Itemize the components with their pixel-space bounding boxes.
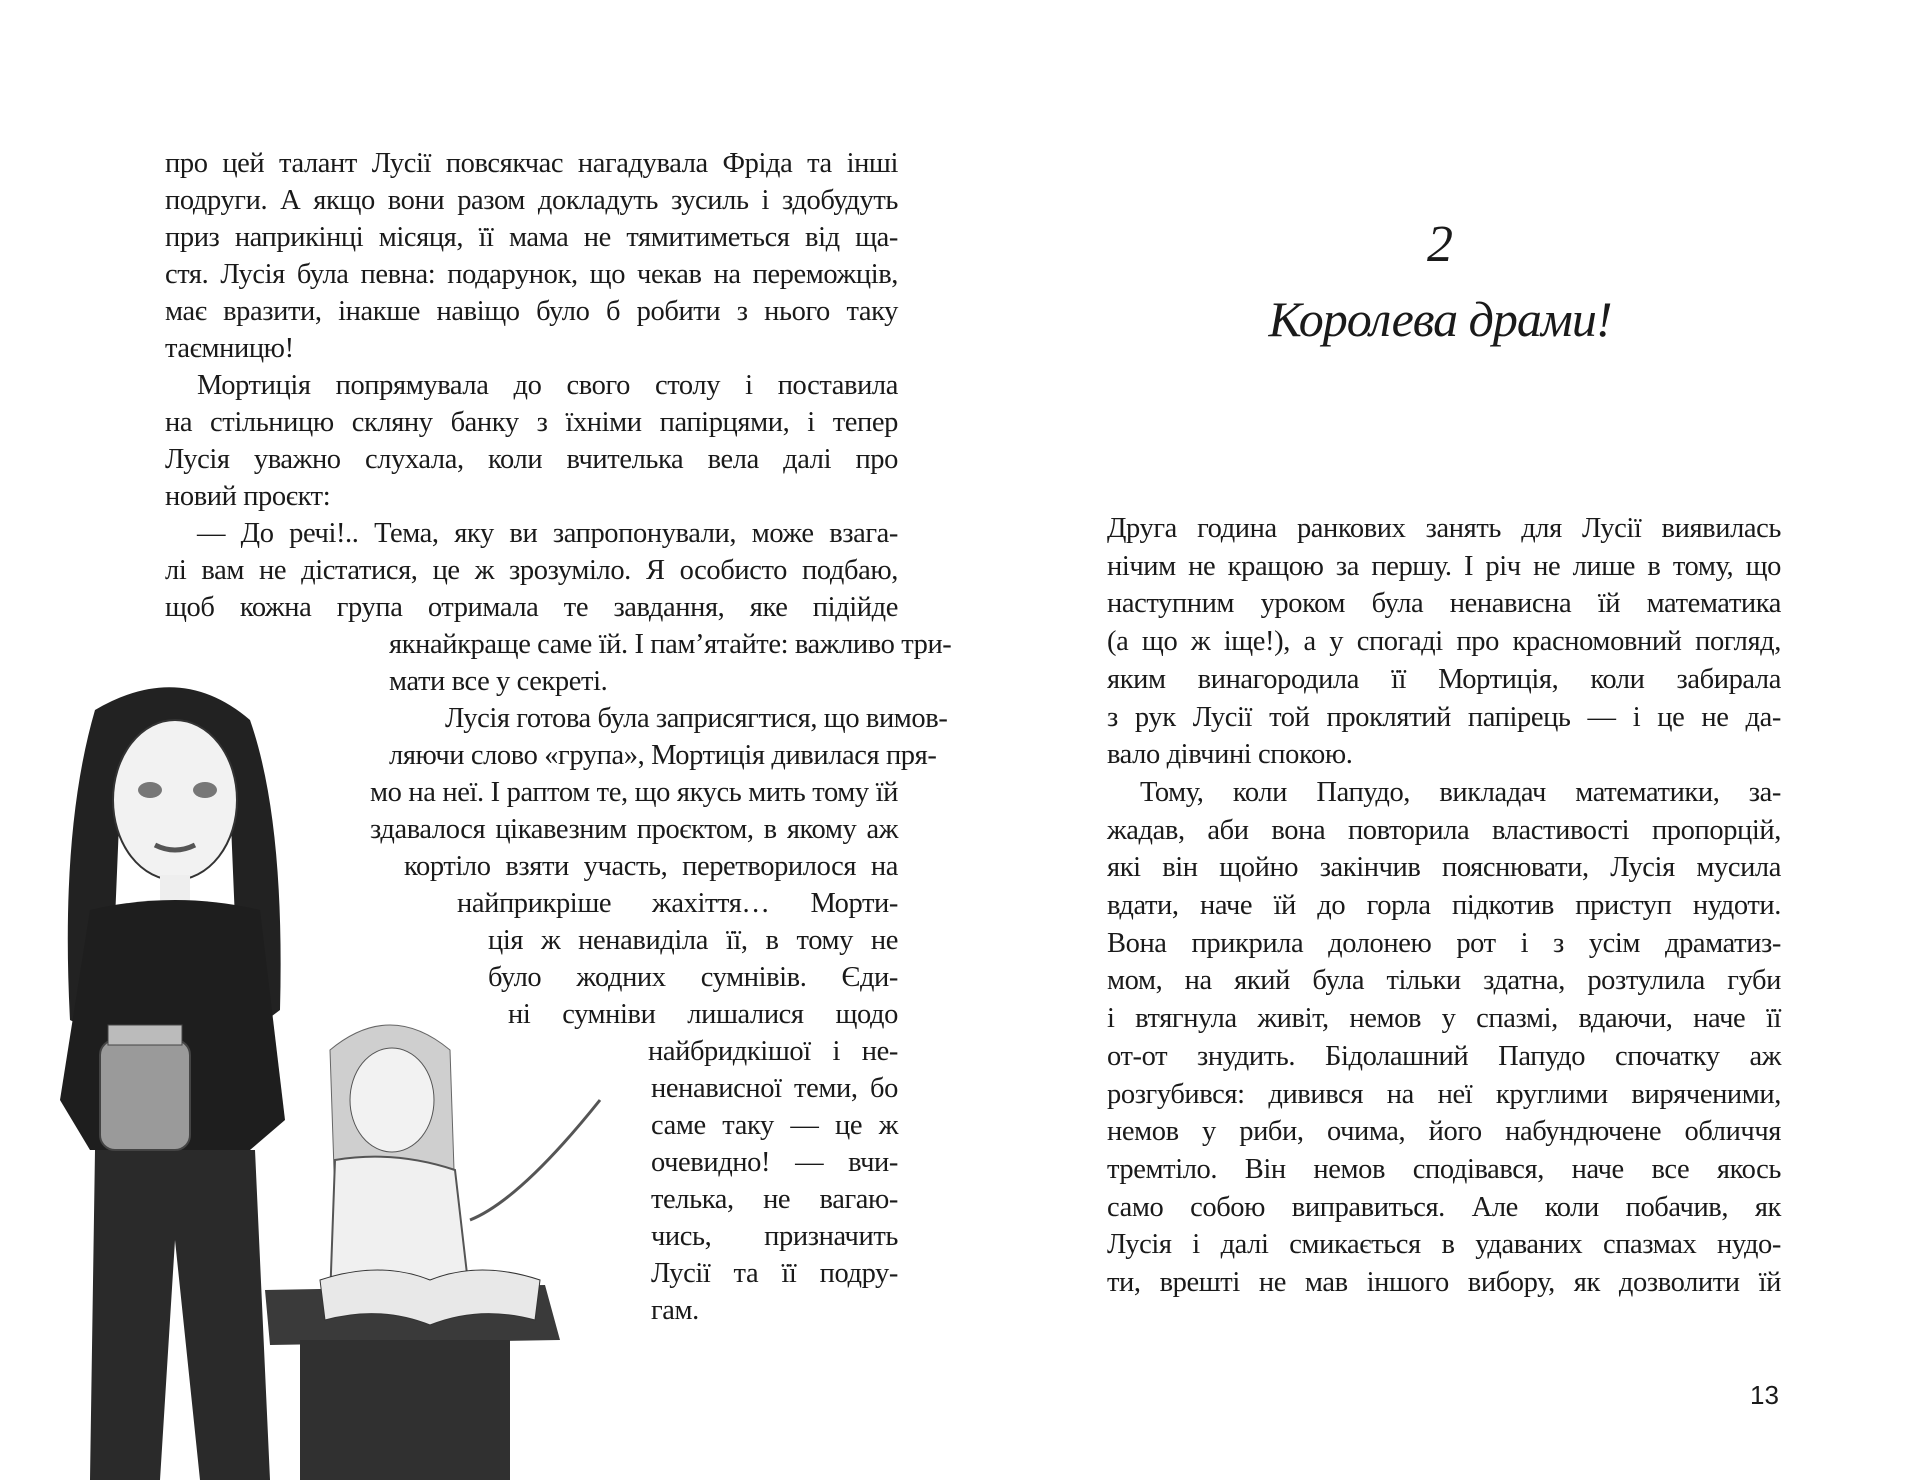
text-line: приз наприкінці місяця, її мама не тямитиметься від ща- <box>165 222 898 253</box>
text-line: ні сумніви лишалися щодо <box>508 999 898 1030</box>
teacher-face <box>113 720 237 880</box>
text-line: мо на неї. І раптом те, що якусь мить тому їй <box>370 777 898 808</box>
text-line: жадав, аби вона повторила властивості пропорцій, <box>1107 814 1781 846</box>
text-line: Тому, коли Папудо, викладач математики, за- <box>1140 776 1781 808</box>
text-line: найприкріше жахіття… Морти- <box>457 888 898 919</box>
jar-icon <box>100 1040 190 1150</box>
text-line: наступним уроком була ненависна їй математика <box>1107 588 1781 620</box>
text-line: про цей талант Лусії повсякчас нагадувала Фріда та інші <box>165 148 898 179</box>
text-line: ція ж ненавиділа її, в тому не <box>488 925 898 956</box>
text-line: найбридкішої і не- <box>648 1036 898 1067</box>
text-line: якнайкраще саме їй. І пам’ятайте: важливо три- <box>389 629 952 660</box>
text-line: очевидно! — вчи- <box>651 1147 898 1178</box>
text-line: Друга година ранкових занять для Лусії виявилась <box>1107 513 1781 544</box>
text-line: Лусія уважно слухала, коли вчителька вела далі про <box>165 444 898 475</box>
text-line: саме таку — це ж <box>651 1110 898 1141</box>
text-line: Лусія і далі смикається в удаваних спазмах нудо- <box>1107 1229 1781 1261</box>
text-line: таємницю! <box>165 333 294 364</box>
girl-face <box>350 1048 434 1152</box>
text-line: новий проєкт: <box>165 481 331 512</box>
text-line: стя. Лусія була певна: подарунок, що чекав на переможців, <box>165 259 898 290</box>
text-line: ти, врешті не мав іншого вибору, як дозволити їй <box>1107 1267 1781 1298</box>
text-line: вало дівчині спокою. <box>1107 739 1353 771</box>
text-line: Вона прикрила долонею рот і з усім драматиз- <box>1107 927 1781 959</box>
text-line: чись, призначить <box>651 1221 898 1252</box>
text-line: тремтіло. Він немов сподівався, наче все якось <box>1107 1153 1781 1185</box>
text-line: — До речі!.. Тема, яку ви запропонували, може взага- <box>197 518 898 549</box>
text-line: (а що ж іще!), а у спогаді про красномовний погляд, <box>1107 626 1781 658</box>
text-line: мом, на який була тільки здатна, розтулила губи <box>1107 965 1781 997</box>
text-line: мати все у секреті. <box>389 666 608 697</box>
text-line: з рук Лусії той проклятий папірець — і це не да- <box>1107 701 1781 733</box>
text-line: немов у риби, очима, його набундючене обличчя <box>1107 1116 1781 1148</box>
text-line: яким винагородила її Мортиція, коли забирала <box>1107 663 1781 695</box>
text-line: само собою виправиться. Але коли побачив, як <box>1107 1191 1781 1223</box>
text-line: вдати, наче їй до горла підкотив приступ нудоти. <box>1107 890 1781 921</box>
text-line: телька, не вагаю- <box>651 1184 898 1215</box>
text-line: ляючи слово «група», Мортиція дивилася пря- <box>389 740 937 771</box>
text-line: нічим не кращою за першу. І річ не лише в тому, що <box>1107 550 1781 582</box>
illustration-teacher-and-girl <box>0 680 640 1480</box>
text-line: на стільницю скляну банку з їхніми папірцями, і тепер <box>165 407 898 438</box>
chapter-title: Королева драми! <box>1268 291 1612 347</box>
text-line: було жодних сумнівів. Єди- <box>488 962 898 993</box>
page-number: 13 <box>1750 1380 1779 1410</box>
text-line: розгубився: дивився на неї круглими виряченими, <box>1107 1078 1781 1110</box>
text-line: лі вам не дістатися, це ж зрозуміло. Я особисто подбаю, <box>165 555 898 586</box>
text-line: ненависної теми, бо <box>651 1073 898 1104</box>
text-line: подруги. А якщо вони разом докладуть зусиль і здобудуть <box>165 185 898 216</box>
text-line: щоб кожна група отримала те завдання, яке підійде <box>165 592 898 623</box>
text-line: і втягнула живіт, немов у спазмі, вдаючи, наче її <box>1107 1003 1781 1035</box>
chapter-number: 2 <box>1427 216 1453 273</box>
text-line: кортіло взяти участь, перетворилося на <box>404 851 898 882</box>
text-line: Лусія готова була заприсягтися, що вимов- <box>445 703 948 734</box>
text-line: Лусії та її подру- <box>651 1258 898 1289</box>
text-line: Мортиція попрямувала до свого столу і поставила <box>197 370 898 401</box>
teacher-jeans <box>90 1150 270 1480</box>
text-line: здавалося цікавезним проєктом, в якому аж <box>370 814 898 845</box>
text-line: які він щойно закінчив пояснювати, Лусія мусила <box>1107 852 1781 884</box>
text-line: гам. <box>651 1295 699 1326</box>
text-line: має вразити, інакше навіщо було б робити з нього таку <box>165 296 898 327</box>
text-line: от-от знудить. Бідолашний Папудо спочатку аж <box>1107 1040 1781 1072</box>
